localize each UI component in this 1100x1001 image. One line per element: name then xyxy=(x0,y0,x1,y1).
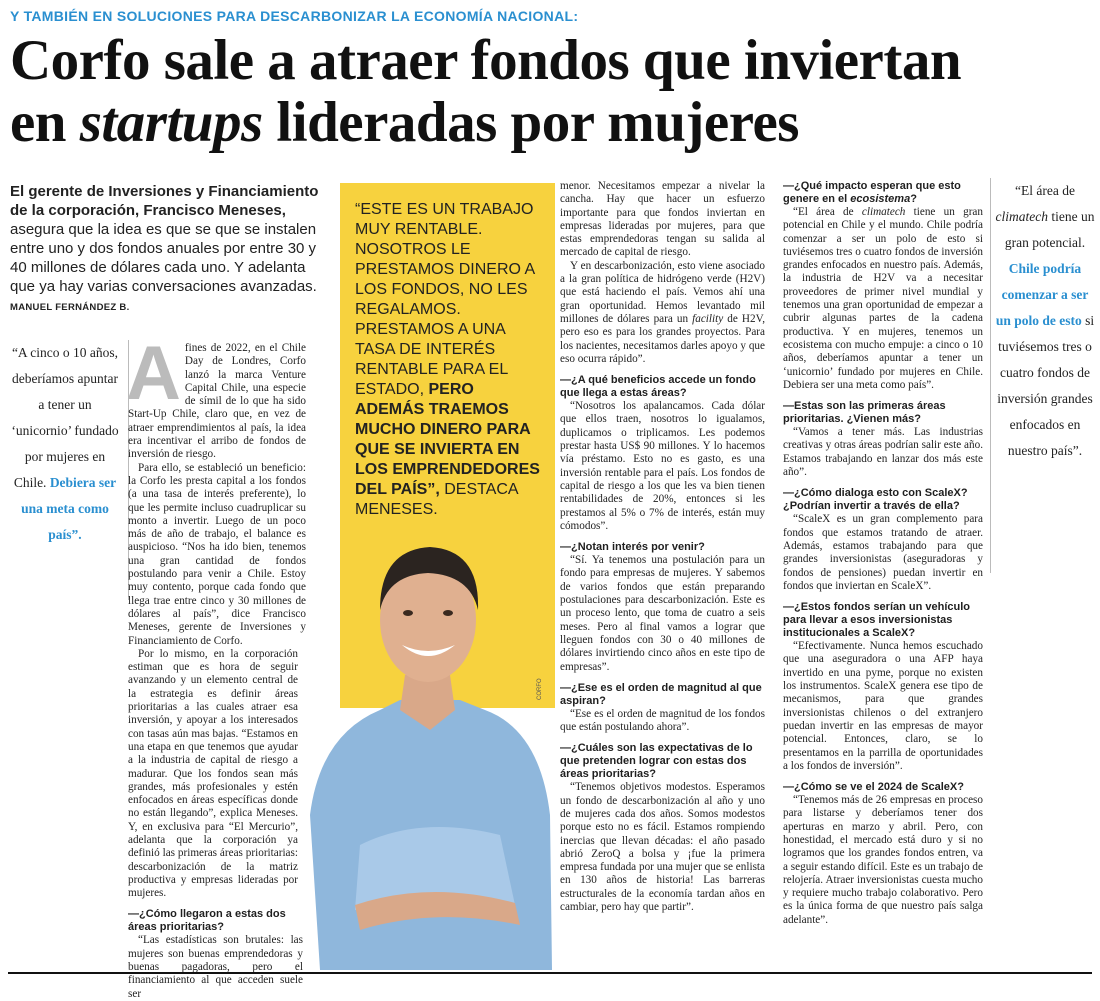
page-bottom-rule xyxy=(8,972,1092,974)
quote-left-text: “A cinco o 10 años, deberíamos apuntar a tener un ‘unicornio’ fundado por mujeres en Chile. xyxy=(11,345,119,490)
drop-cap: A xyxy=(126,331,181,416)
portrait-photo xyxy=(300,515,555,970)
question: —¿Cómo se ve el 2024 de ScaleX? xyxy=(783,781,964,794)
question: —¿Notan interés por venir? xyxy=(560,541,705,554)
question: —¿Qué impacto esperan que esto genere en el ecosistema? xyxy=(783,180,961,205)
headline-line-2 xyxy=(10,92,1095,154)
quote-right-mid: tiene un gran potencial. xyxy=(1004,209,1095,250)
quote-right-pre: “El área de xyxy=(1015,183,1075,198)
quote-right-highlight: Chile podría comenzar a ser un polo de esto xyxy=(995,261,1089,328)
paragraph: menor. Necesitamos empezar a nivelar la cancha. Hay que hacer un esfuerzo importante para que fondos inviertan en empresas lideradas por mujeres, para que estas emprendedoras tengan su salida al mercado de capital de riesgo. xyxy=(560,180,765,259)
quote-right-post: si tuviésemos tres o cuatro fondos de inversión grandes enfocados en nuestro país”. xyxy=(997,313,1095,458)
paragraph: Afines de 2022, en el Chile Day de Londres, Corfo lanzó la marca Venture Capital Chile, una especie de símil de lo que ha sido Start-Up Chile, claro que, en vez de atraer emprendimientos al país, la idea era incentivar el arribo de fondos de inversión de riesgo. xyxy=(126,331,306,461)
byline: MANUEL FERNÁNDEZ B. xyxy=(10,302,130,313)
paragraph: Y en descarbonización, esto viene asociado a la gran política de hidrógeno verde (H2V) que está haciendo el país. Vemos ahí una gran oportunidad. Hemos levantado mil millones de dólares para un facility de H2V, pero eso es para los grandes proyectos. Para los nacientes, necesitamos darles apoyo y que eso ocurra rápido”. xyxy=(560,259,765,365)
headline-post: lideradas por mujeres xyxy=(262,91,799,154)
question: —¿Ese es el orden de magnitud al que aspiran? xyxy=(560,681,762,707)
question: —¿A qué beneficios accede un fondo que llega a estas áreas? xyxy=(560,374,756,400)
pull-quote-bold: PERO ADEMÁS TRAEMOS MUCHO DINERO PARA QUE SE INVIERTA EN LOS EMPRENDEDORES DEL PAÍS”, xyxy=(355,381,540,498)
question: —¿Estos fondos serían un vehículo para llevar a esos inversionistas institucionales a ScaleX? xyxy=(783,601,971,640)
answer: “Ese es el orden de magnitud de los fondos que están postulando ahora”. xyxy=(560,707,765,734)
pull-quote-tail: DESTACA MENESES. xyxy=(355,481,518,518)
paragraph: Por lo mismo, en la corporación estiman que es hora de seguir avanzando y un elemento central de la estrategia es definir áreas prioritarias a las cuales atraer esa inversión, y apoyar a los interesados con tasas aún mas bajas. “Estamos en una etapa en que tenemos que ayudar a la industria de capital de riesgo a madurar. Que los fondos sean más grandes, más profesionales y estén enfocados en áreas específicas donde no están llegando”, explica Meneses. Y, en exclusiva para “El Mercurio”, adelanta que la corporación ya definió las primeras áreas prioritarias: descarbonización de la matriz productiva y empresas lideradas por mujeres. xyxy=(128,647,298,900)
answer: “Efectivamente. Nunca hemos escuchado que una aseguradora o una AFP haya invertido en una pyme, porque no existen los instrumentos. ScaleX genera ese tipo de mecanismos, para que grandes inversionistas chilenos o del extranjero puedan invertir en las empresas de mayor potencial. Entonces, claro, se lo presentamos en la parrilla de oportunidades a los fondos de inversión”. xyxy=(783,640,983,772)
eye xyxy=(443,610,453,616)
quote-right-em: climatech xyxy=(995,209,1048,224)
quote-left-highlight: Debiera ser una meta como país”. xyxy=(21,475,117,542)
headline-line-1: Corfo sale a atraer fondos que inviertan xyxy=(10,29,962,92)
answer: “Tenemos más de 26 empresas en proceso para listarse y deberíamos tener dos aperturas en marzo y abril. Pero, con honestidad, el mercado está duro y si no logramos que los grandes fondos entren, va a seguir estando difícil. Este es un trabajo de relojería. Atraer inversionistas cuesta mucho y requiere mucho trabajo colaborativo. Pero es la única forma de que nuestro país salga adelante”. xyxy=(783,794,983,926)
pull-quote-text: “ESTE ES UN TRABAJO MUY RENTABLE. NOSOTROS LE PRESTAMOS DINERO A LOS FONDOS, NO LES REGALAMOS. PRESTAMOS A UNA TASA DE INTERÉS RENTABLE PARA EL ESTADO, xyxy=(355,201,535,398)
pull-quote xyxy=(355,200,540,520)
question: —¿Cuáles son las expectativas de lo que pretenden lograr con estas dos áreas prioritarias? xyxy=(560,742,753,781)
answer: “El área de climatech tiene un gran potencial en Chile y el mundo. Chile podría comenzar a ser un polo de esto si tuviésemos tres o cuatro fondos de inversión grandes enfocados en nuestro país. Además, la industria de H2V va a necesitar proveedores de primer nivel mundial y tenemos una gran oportunidad de empezar a cubrir algunas partes de la cadena productiva. Y en mujeres, tenemos un ecosistema con mucho empuje: a cinco o 10 años, deberíamos apuntar a tener un ‘unicornio’ fundado por mujeres en Chile. Debiera ser una meta como país”. xyxy=(783,206,983,391)
eye xyxy=(403,610,413,616)
question: —¿Cómo dialoga esto con ScaleX? ¿Podrían invertir a través de ella? xyxy=(783,487,968,513)
headline xyxy=(10,30,1095,154)
article-col-1 xyxy=(126,331,306,1001)
question: —¿Cómo llegaron a estas dos áreas prioritarias? xyxy=(128,908,286,934)
paragraph: Para ello, se estableció un beneficio: la Corfo les presta capital a los fondos (a una tasa de interés preferente), lo que les permite incluso cuadruplicar su monto a invertir. Luego de un poco más de año de trabajo, el balance es auspicioso. “Nos ha ido bien, tenemos una gran cantidad de fondos postulando para venir a Chile. Estoy muy contento, porque cada fondo que llega trae entre cinco y 30 millones de dólares al país”, dice Francisco Meneses, gerente de Inversiones y Financiamiento de Corfo. xyxy=(128,461,306,647)
article-col-2 xyxy=(560,180,765,914)
answer: “Las estadísticas son brutales: las mujeres son buenas emprendedoras y buenas pagadoras, pero el financiamiento al que acceden suele ser xyxy=(128,934,303,1000)
headline-pre: en xyxy=(10,91,80,154)
deck-text: asegura que la idea es que se que se instalen entre uno y dos fondos anuales por entre 30 y 40 millones de dólares cada uno. Y adelanta que ya hay varias conversaciones avanzadas. xyxy=(10,221,317,295)
answer: “Tenemos objetivos modestos. Esperamos un fondo de descarbonización al año y uno de mujeres cada dos años. Somos modestos porque esto no es fácil. Estamos rompiendo inercias que llevan décadas: el año pasado abrió ZeroQ a bolsa y ¡fue la primera empresa fundada por una mujer que se enlista en 130 años de historia! Las barreras estructurales de la economía tardan años en cambiar, pero hay que partir”. xyxy=(560,781,765,914)
quote-left xyxy=(10,340,120,548)
column-divider xyxy=(990,178,991,573)
article-col-3 xyxy=(783,180,983,927)
deck xyxy=(10,182,326,317)
answer: “Vamos a tener más. Las industrias creativas y otras áreas podrían salir este año. Estamos trabajando en lanzar dos más este año”. xyxy=(783,426,983,479)
kicker: Y TAMBIÉN EN SOLUCIONES PARA DESCARBONIZAR LA ECONOMÍA NACIONAL: xyxy=(10,8,579,24)
answer: “Nosotros los apalancamos. Cada dólar que ellos traen, nosotros lo igualamos, duplicamos o triplicamos. Les podemos prestar hasta US$ 90 millones. Y lo hacemos vía préstamo. Esto no es gasto, es una inversión rentable para el país. Los fondos de capital de riesgo a los que les va bien tienen rentabilidades de 20%, entonces si les prestamos al 5% o 7% de interés, están muy cómodos”. xyxy=(560,400,765,532)
deck-lead: El gerente de Inversiones y Financiamiento de la corporación, Francisco Meneses, xyxy=(10,183,319,219)
answer: “ScaleX es un gran complemento para fondos que estamos tratando de atraer. Además, estamos trabajando para que grandes inversionistas (aseguradoras y fondos de pensiones) puedan invertir en fondos que inviertan en ScaleX”. xyxy=(783,513,983,592)
quote-right xyxy=(995,178,1095,464)
photo-credit: CORFO xyxy=(537,678,543,700)
question: —Estas son las primeras áreas prioritarias. ¿Vienen más? xyxy=(783,400,946,426)
answer: “Sí. Ya tenemos una postulación para un fondo para empresas de mujeres. Y sabemos de varios fondos que están preparando postulaciones para descarbonización. Este es un proceso lento, que toma de cuatro a seis meses. Pero al final vamos a lograr que lleguen fondos con 30 o 40 millones de dólares invirtiendo cinco años en este tipo de empresas”. xyxy=(560,554,765,673)
headline-emphasis: startups xyxy=(79,91,263,154)
